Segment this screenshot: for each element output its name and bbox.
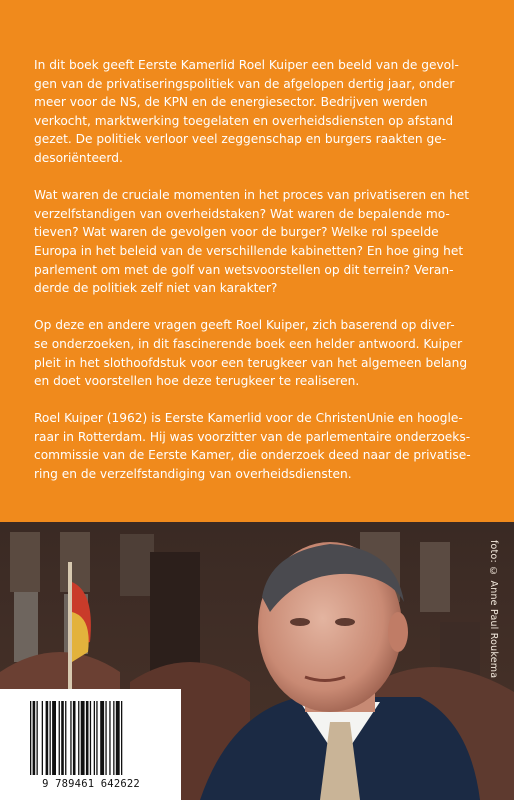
photo-credit: foto: © Anne Paul Roukema (488, 540, 499, 679)
isbn-number: 9 789461 642622 (42, 778, 140, 790)
blurb-paragraph-3: Op deze en andere vragen geeft Roel Kuiper, zich baserend op diver- se onderzoeken, in dit fascinerende boek een helder antwoord. Kuiper pleit in het slothoofdstuk voor een terugkeer van het algemeen belang en doet voorstellen hoe deze terugkeer te realiseren. (34, 318, 468, 389)
back-cover-blurb (34, 56, 482, 502)
isbn-barcode (30, 701, 152, 775)
barcode-panel (0, 689, 181, 800)
blurb-paragraph-4: Roel Kuiper (1962) is Eerste Kamerlid voor de ChristenUnie en hoogle- raar in Rotterdam. Hij was voorzitter van de parlementaire onderzoeks- commissie van de Eerste Kamer, die onderzoek deed naar de privatise- ring en de verzelfstandiging van overheidsdiensten. (34, 411, 471, 482)
blurb-paragraph-2: Wat waren de cruciale momenten in het proces van privatiseren en het verzelfstandigen van overheidstaken? Wat waren de bepalende mo- tieven? Wat waren de gevolgen voor de burger? Welke rol speelde Europa in het beleid van de verschillende kabinetten? En hoe ging het parlement om met de golf van wetsvoorstellen op dit terrein? Veran- derde de politiek zelf niet van karakter? (34, 188, 470, 296)
blurb-paragraph-1: In dit boek geeft Eerste Kamerlid Roel Kuiper een beeld van de gevol- gen van de privatiseringspolitiek van de afgelopen dertig jaar, onder meer voor de NS, de KPN en de energiesector. Bedrijven werden verkocht, marktwerking toegelaten en overheidsdiensten op afstand gezet. De politiek verloor veel zeggenschap en burgers raakten ge- desoriënteerd. (34, 58, 459, 165)
